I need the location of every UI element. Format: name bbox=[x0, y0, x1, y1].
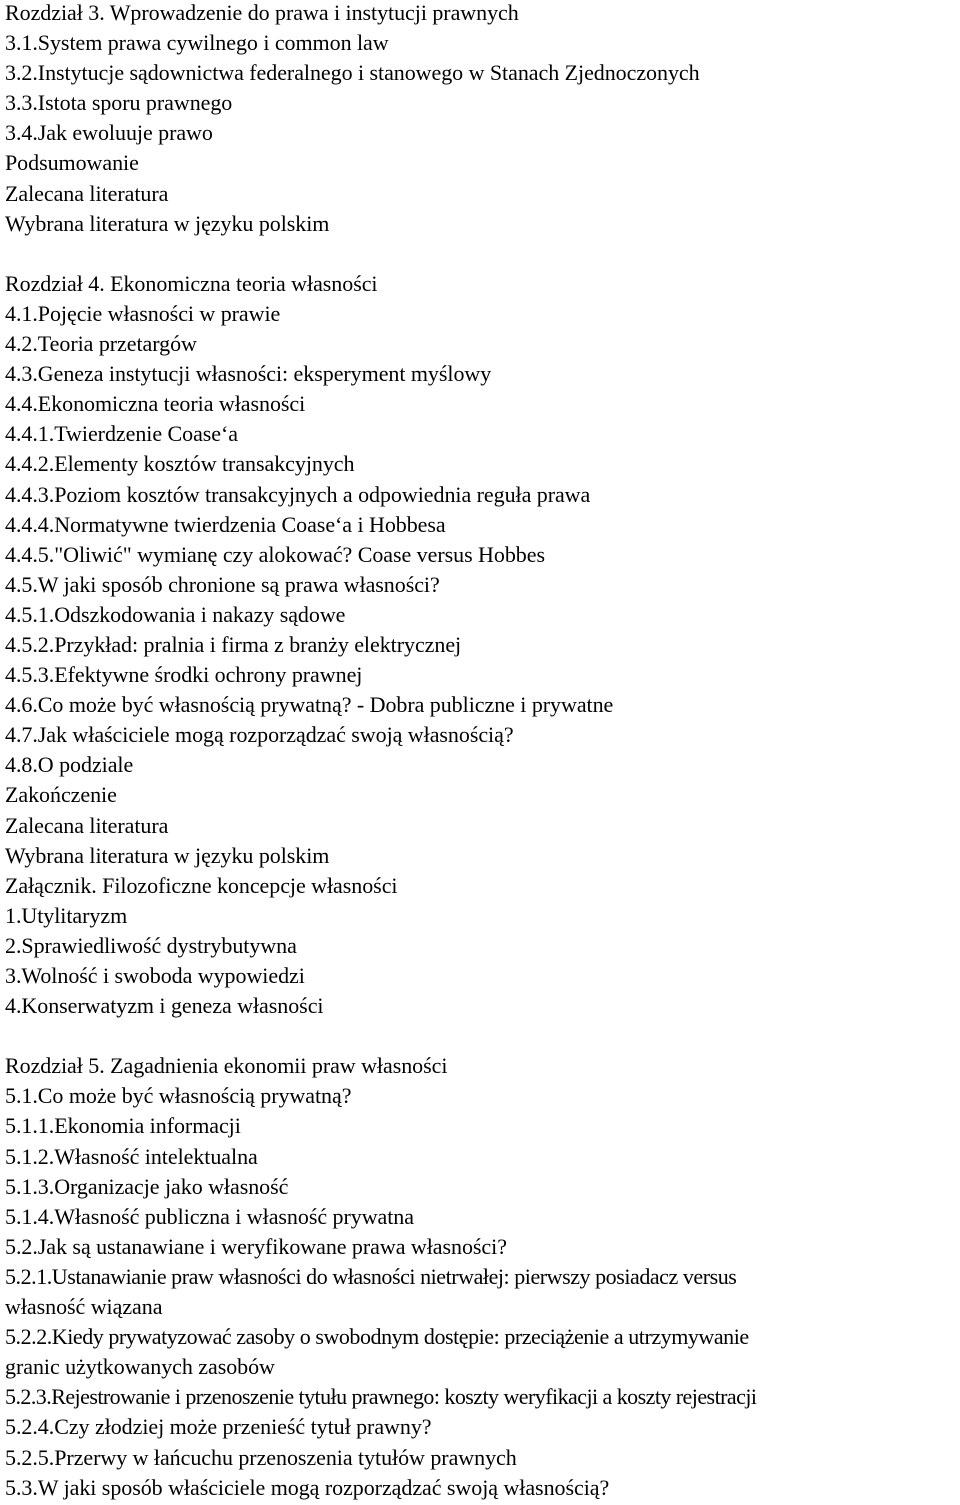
toc-entry: Wybrana literatura w języku polskim bbox=[5, 210, 330, 236]
toc-entry: 2.Sprawiedliwość dystrybutywna bbox=[5, 932, 297, 958]
toc-entry: 4.5.2.Przykład: pralnia i firma z branży elektrycznej bbox=[5, 631, 462, 657]
appendix-heading: Załącznik. Filozoficzne koncepcje własności bbox=[5, 872, 398, 898]
toc-entry: 4.6.Co może być własnością prywatną? - Dobra publiczne i prywatne bbox=[5, 692, 614, 718]
table-of-contents bbox=[5, 0, 957, 1503]
toc-entry: Zalecana literatura bbox=[5, 812, 169, 838]
blank-line bbox=[5, 239, 957, 269]
toc-entry: 4.1.Pojęcie własności w prawie bbox=[5, 300, 281, 326]
toc-entry: 5.1.1.Ekonomia informacji bbox=[5, 1113, 241, 1139]
toc-entry: 5.1.4.Własność publiczna i własność prywatna bbox=[5, 1203, 414, 1229]
chapter-5-heading: Rozdział 5. Zagadnienia ekonomii praw własności bbox=[5, 1053, 448, 1079]
toc-entry: Wybrana literatura w języku polskim bbox=[5, 842, 330, 868]
toc-entry: 3.3.Istota sporu prawnego bbox=[5, 90, 233, 116]
toc-entry: 5.2.2.Kiedy prywatyzować zasoby o swobodnym dostępie: przeciążenie a utrzymywanie bbox=[5, 1324, 749, 1350]
toc-entry-continuation: granic użytkowanych zasobów bbox=[5, 1354, 275, 1380]
toc-entry: 1.Utylitaryzm bbox=[5, 902, 128, 928]
toc-entry: 4.2.Teoria przetargów bbox=[5, 331, 197, 357]
toc-entry-continuation: własność wiązana bbox=[5, 1294, 163, 1320]
toc-entry: 3.2.Instytucje sądownictwa federalnego i stanowego w Stanach Zjednoczonych bbox=[5, 60, 700, 86]
toc-entry: 4.4.4.Normatywne twierdzenia Coase‘a i Hobbesa bbox=[5, 511, 446, 537]
toc-entry: 5.3.W jaki sposób właściciele mogą rozporządzać swoją własnością? bbox=[5, 1474, 610, 1500]
toc-entry: 5.1.3.Organizacje jako własność bbox=[5, 1173, 289, 1199]
toc-entry: 5.1.Co może być własnością prywatną? bbox=[5, 1083, 352, 1109]
toc-entry: 3.1.System prawa cywilnego i common law bbox=[5, 30, 389, 56]
toc-entry: 4.5.3.Efektywne środki ochrony prawnej bbox=[5, 662, 363, 688]
toc-entry: 3.4.Jak ewoluuje prawo bbox=[5, 120, 213, 146]
toc-entry: 4.5.W jaki sposób chronione są prawa własności? bbox=[5, 571, 440, 597]
toc-entry: Zalecana literatura bbox=[5, 180, 169, 206]
toc-entry: 4.3.Geneza instytucji własności: eksperyment myślowy bbox=[5, 361, 492, 387]
toc-entry: 5.2.Jak są ustanawiane i weryfikowane prawa własności? bbox=[5, 1233, 507, 1259]
toc-entry: 4.5.1.Odszkodowania i nakazy sądowe bbox=[5, 601, 346, 627]
toc-entry: 4.4.1.Twierdzenie Coase‘a bbox=[5, 421, 239, 447]
blank-line bbox=[5, 1021, 957, 1051]
toc-entry: 5.2.1.Ustanawianie praw własności do własności nietrwałej: pierwszy posiadacz versus bbox=[5, 1263, 737, 1289]
toc-entry: 4.4.Ekonomiczna teoria własności bbox=[5, 391, 306, 417]
toc-entry: 4.7.Jak właściciele mogą rozporządzać swoją własnością? bbox=[5, 722, 514, 748]
chapter-3-heading: Rozdział 3. Wprowadzenie do prawa i instytucji prawnych bbox=[5, 0, 519, 25]
toc-entry: 4.4.2.Elementy kosztów transakcyjnych bbox=[5, 451, 355, 477]
toc-entry: 5.1.2.Własność intelektualna bbox=[5, 1143, 258, 1169]
toc-entry: 5.2.3.Rejestrowanie i przenoszenie tytułu prawnego: koszty weryfikacji a koszty rejestracji bbox=[5, 1384, 757, 1410]
toc-entry: Zakończenie bbox=[5, 782, 117, 808]
toc-entry: 3.Wolność i swoboda wypowiedzi bbox=[5, 963, 305, 988]
toc-entry: 4.4.5."Oliwić" wymianę czy alokować? Coase versus Hobbes bbox=[5, 541, 545, 567]
toc-entry: 4.8.O podziale bbox=[5, 752, 134, 778]
chapter-4-heading: Rozdział 4. Ekonomiczna teoria własności bbox=[5, 270, 378, 296]
toc-entry: 4.Konserwatyzm i geneza własności bbox=[5, 993, 324, 1019]
toc-entry: Podsumowanie bbox=[5, 150, 139, 176]
toc-entry: 5.2.4.Czy złodziej może przenieść tytuł prawny? bbox=[5, 1414, 432, 1440]
toc-entry: 5.2.5.Przerwy w łańcuchu przenoszenia tytułów prawnych bbox=[5, 1444, 517, 1470]
toc-entry: 4.4.3.Poziom kosztów transakcyjnych a odpowiednia reguła prawa bbox=[5, 481, 591, 507]
